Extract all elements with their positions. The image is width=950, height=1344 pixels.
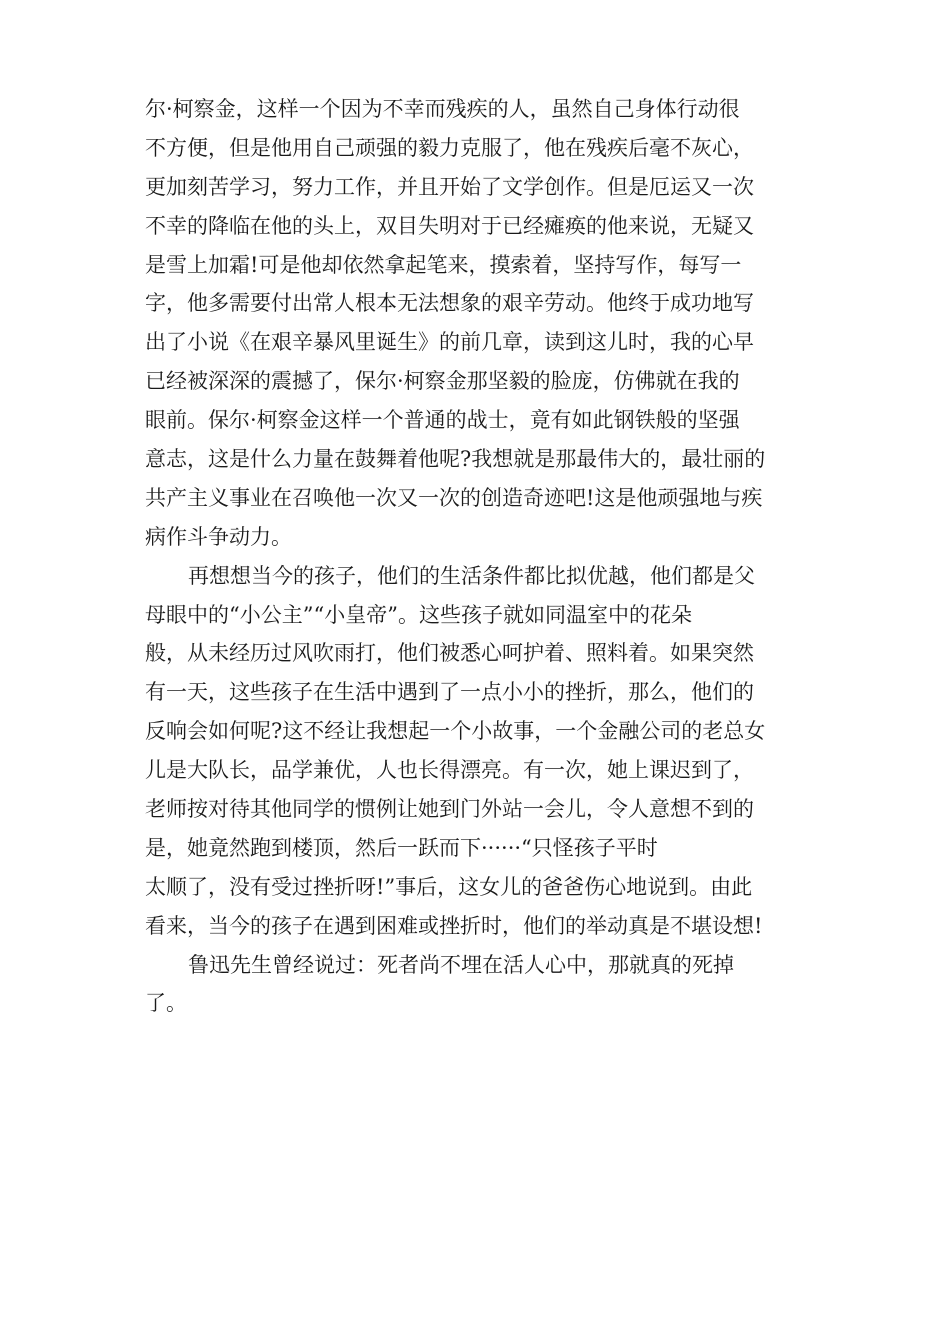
document-body bbox=[145, 90, 815, 1023]
text-line: 病作斗争动力。 bbox=[145, 524, 292, 549]
text-line: 般，从未经历过风吹雨打，他们被悉心呵护着、照料着。如果突然 bbox=[145, 641, 754, 666]
text-line: 是雪上加霜!可是他却依然拿起笔来，摸索着，坚持写作，每写一 bbox=[145, 252, 742, 277]
text-line: 已经被深深的震撼了，保尔·柯察金那坚毅的脸庞，仿佛就在我的 bbox=[145, 369, 740, 394]
text-line: 不幸的降临在他的头上，双目失明对于已经瘫痪的他来说，无疑又 bbox=[145, 213, 754, 238]
text-line: 更加刻苦学习，努力工作，并且开始了文学创作。但是厄运又一次 bbox=[145, 174, 754, 199]
text-line: 鲁迅先生曾经说过：死者尚不埋在活人心中，那就真的死掉 bbox=[188, 952, 734, 977]
text-line: 共产主义事业在召唤他一次又一次的创造奇迹吧!这是他顽强地与疾 bbox=[145, 485, 763, 510]
text-line: 了。 bbox=[145, 991, 187, 1016]
text-line: 母眼中的“小公主”“小皇帝”。这些孩子就如同温室中的花朵 bbox=[145, 602, 692, 627]
text-line: 不方便，但是他用自己顽强的毅力克服了，他在残疾后毫不灰心， bbox=[145, 135, 754, 160]
text-line: 意志，这是什么力量在鼓舞着他呢?我想就是那最伟大的，最壮丽的 bbox=[145, 447, 766, 472]
text-line: 尔·柯察金，这样一个因为不幸而残疾的人，虽然自己身体行动很 bbox=[145, 97, 740, 121]
paragraph bbox=[145, 946, 815, 1024]
text-line: 出了小说《在艰辛暴风里诞生》的前几章，读到这儿时，我的心早 bbox=[145, 330, 754, 355]
text-line: 太顺了，没有受过挫折呀!”事后，这女儿的爸爸伤心地说到。由此 bbox=[145, 874, 753, 899]
text-line: 反响会如何呢?这不经让我想起一个小故事，一个金融公司的老总女 bbox=[145, 719, 766, 744]
text-line: 看来，当今的孩子在遇到困难或挫折时，他们的举动真是不堪设想! bbox=[145, 913, 763, 938]
paragraph bbox=[145, 90, 815, 557]
text-line: 是，她竟然跑到楼顶，然后一跃而下······“只怪孩子平时 bbox=[145, 835, 658, 860]
text-line: 有一天，这些孩子在生活中遇到了一点小小的挫折，那么，他们的 bbox=[145, 680, 754, 705]
text-line: 眼前。保尔·柯察金这样一个普通的战士，竟有如此钢铁般的坚强 bbox=[145, 408, 740, 433]
text-line: 字，他多需要付出常人根本无法想象的艰辛劳动。他终于成功地写 bbox=[145, 291, 754, 316]
text-line: 再想想当今的孩子，他们的生活条件都比拟优越，他们都是父 bbox=[188, 563, 755, 588]
text-line: 儿是大队长，品学兼优，人也长得漂亮。有一次，她上课迟到了， bbox=[145, 758, 754, 783]
paragraph bbox=[145, 557, 815, 946]
text-line: 老师按对待其他同学的惯例让她到门外站一会儿，令人意想不到的 bbox=[145, 797, 754, 822]
